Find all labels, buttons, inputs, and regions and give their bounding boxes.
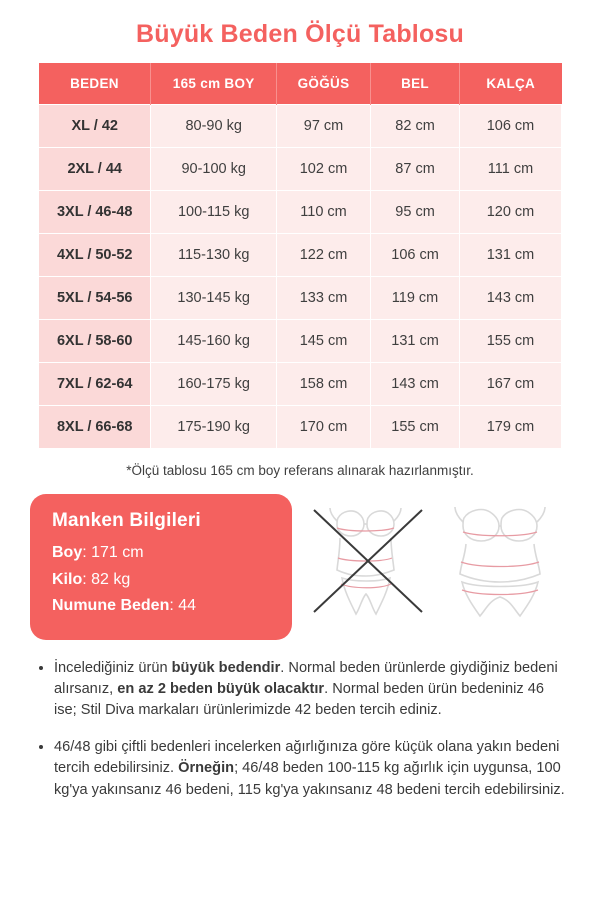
cell-gogus: 158 cm: [276, 363, 370, 406]
model-info-heading: Manken Bilgileri: [52, 510, 201, 531]
bullet-text: . Normal beden ürünlerde giydiğiniz bedeni alırsanız,: [54, 659, 558, 697]
column-header-kalca: KALÇA: [459, 63, 561, 105]
table-row: [39, 363, 562, 406]
table-row: [39, 234, 562, 277]
column-header-gogus: GÖĞÜS: [276, 63, 370, 105]
cell-gogus: 102 cm: [276, 148, 370, 191]
cell-boy: 100-115 kg: [151, 191, 277, 234]
cell-bel: 106 cm: [371, 234, 460, 277]
cell-boy: 160-175 kg: [151, 363, 277, 406]
model-sample-size-line: [52, 595, 272, 617]
cell-gogus: 97 cm: [276, 105, 370, 148]
cell-boy: 175-190 kg: [151, 406, 277, 449]
table-header-row: [39, 63, 562, 105]
cell-gogus: 170 cm: [276, 406, 370, 449]
plus-size-body-figure-icon: [436, 498, 564, 624]
cell-kalca: 120 cm: [459, 191, 561, 234]
cell-boy: 80-90 kg: [151, 105, 277, 148]
cell-gogus: 133 cm: [276, 277, 370, 320]
reference-note: *Ölçü tablosu 165 cm boy referans alınarak hazırlanmıştır.: [126, 463, 474, 478]
cell-beden: 6XL / 58-60: [39, 320, 151, 363]
cell-bel: 82 cm: [371, 105, 460, 148]
size-table-container: [0, 63, 600, 449]
cell-beden: 8XL / 66-68: [39, 406, 151, 449]
bullet-text: ; 46/48 beden 100-115 kg ağırlık için uygunsa, 100 kg'ya yakınsanız 46 bedeni, 115 kg'ya yakınsanız 48 bedeni tercih edebilirsiniz.: [54, 760, 565, 798]
cell-boy: 130-145 kg: [151, 277, 277, 320]
column-header-boy: 165 cm BOY: [151, 63, 277, 105]
cell-bel: 155 cm: [371, 406, 460, 449]
size-table: [38, 63, 562, 449]
cell-kalca: 179 cm: [459, 406, 561, 449]
bullet-text: 46/48 gibi çiftli bedenleri incelerken ağırlığınıza göre küçük olana yakın bedeni tercih edebilirsiniz.: [54, 739, 560, 777]
column-header-bel: BEL: [371, 63, 460, 105]
cell-beden: 4XL / 50-52: [39, 234, 151, 277]
bullet-list: [34, 658, 566, 801]
table-row: [39, 191, 562, 234]
cell-gogus: 122 cm: [276, 234, 370, 277]
cell-boy: 145-160 kg: [151, 320, 277, 363]
model-height-label: Boy: [52, 544, 83, 561]
cell-boy: 115-130 kg: [151, 234, 277, 277]
cell-bel: 87 cm: [371, 148, 460, 191]
page-title: Büyük Beden Ölçü Tablosu: [136, 20, 464, 48]
cell-kalca: 111 cm: [459, 148, 561, 191]
cell-gogus: 110 cm: [276, 191, 370, 234]
cell-bel: 119 cm: [371, 277, 460, 320]
bullet-emphasis: en az 2 beden büyük olacaktır: [117, 680, 325, 697]
cell-beden: 5XL / 54-56: [39, 277, 151, 320]
bullet-emphasis: büyük bedendir: [171, 659, 281, 676]
cell-kalca: 106 cm: [459, 105, 561, 148]
model-height-value: : 171 cm: [82, 544, 144, 561]
model-sample-size-value: : 44: [169, 597, 197, 615]
cell-kalca: 143 cm: [459, 277, 561, 320]
table-row: [39, 406, 562, 449]
cell-beden: 3XL / 46-48: [39, 191, 151, 234]
cell-bel: 131 cm: [371, 320, 460, 363]
list-item: [54, 658, 566, 721]
cell-beden: 7XL / 62-64: [39, 363, 151, 406]
cell-boy: 90-100 kg: [151, 148, 277, 191]
model-height-line: [52, 542, 272, 564]
cell-bel: 143 cm: [371, 363, 460, 406]
size-table-header: [39, 63, 562, 105]
list-item: [54, 737, 566, 800]
cell-beden: XL / 42: [39, 105, 151, 148]
cell-beden: 2XL / 44: [39, 148, 151, 191]
table-row: [39, 320, 562, 363]
cell-kalca: 155 cm: [459, 320, 561, 363]
table-row: [39, 277, 562, 320]
table-row: [39, 105, 562, 148]
info-bullets: [0, 640, 600, 827]
table-row: [39, 148, 562, 191]
bullet-text: . Normal beden ürün bedeniniz 46 ise; Stil Diva markaları ürünlerimizde 42 beden tercih ediniz.: [54, 680, 544, 719]
column-header-beden: BEDEN: [39, 63, 151, 105]
body-figures: [298, 494, 570, 624]
cell-gogus: 145 cm: [276, 320, 370, 363]
size-table-body: [39, 105, 562, 449]
bullet-emphasis: Örneğin: [178, 760, 235, 777]
cell-kalca: 167 cm: [459, 363, 561, 406]
model-sample-size-label: Numune Beden: [52, 597, 170, 615]
model-weight-value: : 82 kg: [82, 570, 131, 588]
model-info-section: [0, 490, 600, 640]
bullet-text: İncelediğiniz ürün: [54, 659, 172, 676]
slim-body-figure-crossed-out-icon: [304, 498, 432, 624]
model-weight-line: [52, 569, 272, 591]
cell-kalca: 131 cm: [459, 234, 561, 277]
model-weight-label: Kilo: [52, 570, 83, 588]
cell-bel: 95 cm: [371, 191, 460, 234]
model-info-card: [30, 494, 292, 640]
